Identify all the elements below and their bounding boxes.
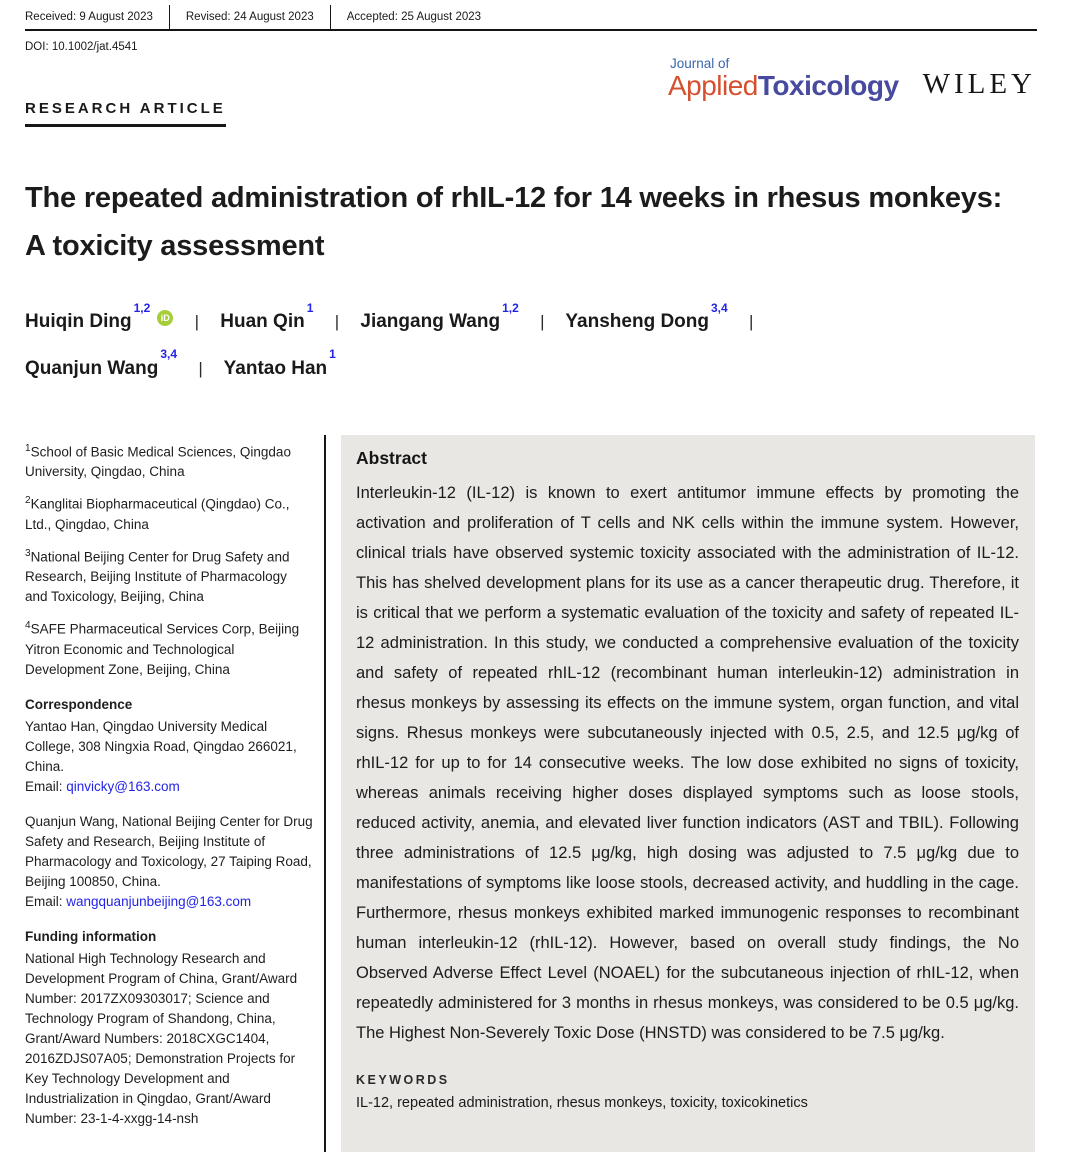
abstract-box xyxy=(341,435,1035,1152)
email-link[interactable]: wangquanjunbeijing@163.com xyxy=(66,893,252,909)
author-separator: | xyxy=(198,358,203,378)
author-separator: | xyxy=(540,312,545,332)
author-name: Yantao Han$^1$ xyxy=(223,347,336,379)
revised-date: Revised: 24 August 2023 xyxy=(169,5,330,29)
author-superscript: 1 xyxy=(329,347,336,362)
authors-row-1 xyxy=(25,296,1037,342)
author-superscript: 3,4 xyxy=(711,301,728,315)
author-separator: | xyxy=(194,312,199,332)
correspondence-entry xyxy=(25,812,313,912)
applied-text: Applied xyxy=(667,69,758,101)
authors-row-2 xyxy=(25,342,1037,388)
affiliation-item: $^3$National Beijing Center for Drug Safety and Research, Beijing Institute of Pharmacology and Toxicology, Beijing, China xyxy=(25,547,290,605)
author-superscript: 1,2 xyxy=(502,301,519,315)
journal-name-logo xyxy=(668,57,899,100)
correspondence-text: Quanjun Wang, National Beijing Center for Drug Safety and Research, Beijing Institute of Pharmacology and Toxicology, 27 Taiping Road, Beijing 100850, China. xyxy=(25,813,313,889)
correspondence-heading: Correspondence xyxy=(25,696,133,712)
email-link[interactable]: qinvicky@163.com xyxy=(66,778,180,794)
keywords-heading: KEYWORDS xyxy=(356,1072,450,1087)
article-type-label: RESEARCH ARTICLE xyxy=(25,100,226,127)
author-separator: | xyxy=(334,312,340,332)
journal-logo xyxy=(668,57,1036,100)
authors-block xyxy=(25,296,1037,389)
abstract-heading: Abstract xyxy=(356,447,427,468)
correspondence-text: Yantao Han, Qingdao University Medical College, 308 Ningxia Road, Qingdao 266021, China. xyxy=(25,718,297,774)
doi-text: DOI: 10.1002/jat.4541 xyxy=(25,41,138,53)
page-title: The repeated administration of rhIL-12 for 14 weeks in rhesus monkeys: A toxicity assessment xyxy=(25,182,1003,262)
author-name: Yansheng Dong$^{3,4}$ xyxy=(565,301,728,333)
affiliation-item: $^2$Kanglitai Biopharmaceutical (Qingdao) Co., Ltd., Qingdao, China xyxy=(25,495,290,532)
left-column xyxy=(25,435,313,1152)
received-date: Received: 9 August 2023 xyxy=(25,11,153,23)
author-name: Huiqin Ding$^{1,2}$ xyxy=(25,301,151,333)
keywords-text: IL-12, repeated administration, rhesus monkeys, toxicity, toxicokinetics xyxy=(356,1094,808,1111)
correspondence-entry xyxy=(25,717,313,797)
affiliation-item: $^1$School of Basic Medical Sciences, Qingdao University, Qingdao, China xyxy=(25,442,291,480)
author-superscript: 1,2 xyxy=(133,301,151,315)
email-label: Email: xyxy=(25,893,67,909)
author-superscript: 1 xyxy=(306,301,314,315)
column-divider-rule xyxy=(324,435,326,1152)
wiley-logo: WILEY xyxy=(922,67,1036,100)
accepted-date: Accepted: 25 August 2023 xyxy=(330,5,497,29)
dates-bar xyxy=(25,5,1037,31)
author-superscript: 3,4 xyxy=(160,347,178,362)
toxicology-text: Toxicology xyxy=(757,69,899,101)
funding-text: National High Technology Research and Development Program of China, Grant/Award Number: 2017ZX09303017; Science and Technology Program of Shandong, China, Grant/Award Numbers: 2018CXGC1404, 2016ZDJS07A05; Demonstration Projects for Key Technology Development and Industrialization in Qingdao, Grant/Award Number: 23-1-4-xxgg-14-nsh xyxy=(25,950,298,1126)
email-label: Email: xyxy=(25,778,67,794)
author-separator: | xyxy=(748,312,754,332)
author-name: Quanjun Wang$^{3,4}$ xyxy=(25,347,178,379)
author-name: Huan Qin$^1$ xyxy=(220,301,314,333)
author-name: Jiangang Wang$^{1,2}$ xyxy=(360,301,519,333)
orcid-icon[interactable]: iD xyxy=(157,310,173,326)
abstract-text: Interleukin-12 (IL-12) is known to exert antitumor immune effects by promoting the activation and proliferation of T cells and NK cells within the immune system. However, clinical trials have observed systemic toxicity associated with the administration of IL-12. This has shelved development plans for its use as a cancer therapeutic drug. Therefore, it is critical that we perform a systematic evaluation of the toxicity and safety of repeated IL-12 administration. In this study, we conducted a comprehensive evaluation of the toxicity and safety of repeated rhIL-12 (recombinant human interleukin-12) administration in rhesus monkeys by assessing its effects on the immune system, organ function, and vital signs. Rhesus monkeys were subcutaneously injected with 0.5, 2.5, and 12.5 μg/kg of rhIL-12 for up to for 14 consecutive weeks. The low dose exhibited no signs of toxicity, whereas animals receiving higher doses displayed symptoms such as loose stools, reduced activity, anemia, and elevated liver function indicators (AST and TBIL). Following three administrations of 12.5 μg/kg, high dosing was adjusted to 7.5 μg/kg due to manifestations of symptoms like loose stools, decreased activity, and huddling in the cage. Furthermore, rhesus monkeys exhibited marked immunogenic responses to recombinant human interleukin-12 (rhIL-12). However, based on overall study findings, the No Observed Adverse Effect Level (NOAEL) for the subcutaneous injection of rhIL-12, when repeatedly administered for 3 months in rhesus monkeys, was considered to be 0.5 μg/kg. The Highest Non-Severely Toxic Dose (HNSTD) was considered to be 7.5 μg/kg. xyxy=(356,483,1019,1042)
affiliation-item: $^4$SAFE Pharmaceutical Services Corp, Beijing Yitron Economic and Technological Development Zone, Beijing, China xyxy=(25,620,300,677)
journal-of-text: Journal of xyxy=(669,56,730,71)
funding-heading: Funding information xyxy=(25,928,157,944)
affiliations-list xyxy=(25,439,313,680)
